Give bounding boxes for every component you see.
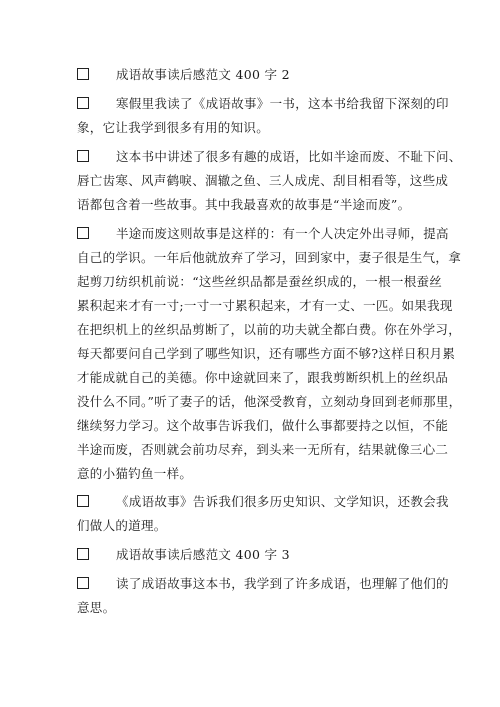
line-text: 半途而废，否则就会前功尽弃，到头来一无所有，结果就像三心二 bbox=[77, 442, 449, 457]
paragraph-2-line-1 bbox=[77, 149, 462, 165]
line-text: 继续努力学习。这个故事告诉我们，做什么事都要持之以恒，不能 bbox=[77, 418, 449, 433]
line-text: 唇亡齿寒、风声鹤唳、涸辙之鱼、三人成虎、刮目相看等，这些成 bbox=[77, 173, 449, 188]
heading-essay-2 bbox=[77, 67, 290, 83]
paragraph-1-line-1 bbox=[77, 96, 449, 112]
checkbox-glyph bbox=[77, 227, 89, 239]
paragraph-4-line-2 bbox=[77, 518, 167, 534]
paragraph-3-line-5 bbox=[77, 322, 461, 338]
paragraph-1-line-2 bbox=[77, 120, 269, 136]
paragraph-3-line-9 bbox=[77, 418, 448, 434]
line-text: 语都包含着一些故事。其中我最喜欢的故事是“半途而废”。 bbox=[77, 197, 411, 212]
paragraph-5-line-2 bbox=[77, 600, 115, 616]
paragraph-3-line-1 bbox=[77, 226, 449, 242]
paragraph-3-line-6 bbox=[77, 346, 455, 362]
paragraph-3-line-11 bbox=[77, 466, 192, 482]
checkbox-glyph bbox=[77, 68, 89, 80]
line-text: 自己的学识。一年后他就放弃了学习，回到家中，妻子很是生气，拿 bbox=[77, 250, 462, 265]
checkbox-glyph bbox=[77, 150, 89, 162]
line-text: 意的小猫钓鱼一样。 bbox=[77, 466, 193, 481]
paragraph-3-line-2 bbox=[77, 250, 461, 266]
line-text: 起剪刀纺织机前说：“这些丝织品都是蚕丝织成的，一根一根蚕丝 bbox=[77, 274, 443, 289]
paragraph-5-line-1 bbox=[77, 576, 449, 592]
paragraph-3-line-3 bbox=[77, 274, 442, 290]
line-text: 寒假里我读了《成语故事》一书，这本书给我留下深刻的印 bbox=[116, 96, 449, 111]
line-text: 成语故事读后感范文 400 字 3 bbox=[116, 547, 290, 562]
paragraph-2-line-3 bbox=[77, 197, 410, 213]
checkbox-glyph bbox=[77, 548, 89, 560]
checkbox-glyph bbox=[77, 495, 89, 507]
paragraph-3-line-4 bbox=[77, 298, 453, 314]
line-text: 这本书中讲述了很多有趣的成语，比如半途而废、不耻下问、 bbox=[116, 149, 462, 164]
line-text: 们做人的道理。 bbox=[77, 518, 167, 533]
heading-essay-3 bbox=[77, 547, 290, 563]
checkbox-glyph bbox=[77, 97, 89, 109]
line-text: 象，它让我学到很多有用的知识。 bbox=[77, 120, 270, 135]
paragraph-3-line-7 bbox=[77, 370, 448, 386]
checkbox-glyph bbox=[77, 577, 89, 589]
paragraph-2-line-2 bbox=[77, 173, 448, 189]
line-text: 成语故事读后感范文 400 字 2 bbox=[116, 67, 290, 82]
paragraph-3-line-10 bbox=[77, 442, 448, 458]
paragraph-3-line-8 bbox=[77, 394, 461, 410]
line-text: 读了成语故事这本书，我学到了许多成语，也理解了他们的 bbox=[116, 576, 449, 591]
line-text: 《成语故事》告诉我们很多历史知识、文学知识，还教会我 bbox=[116, 494, 449, 509]
line-text: 才能成就自己的美德。你中途就回来了，跟我剪断织机上的丝织品 bbox=[77, 370, 449, 385]
paragraph-4-line-1 bbox=[77, 494, 449, 510]
line-text: 没什么不同。”听了妻子的话，他深受教育，立刻动身回到老师那里， bbox=[77, 394, 462, 409]
line-text: 半途而废这则故事是这样的：有一个人决定外出寻师，提高 bbox=[116, 226, 449, 241]
line-text: 在把织机上的丝织品剪断了，以前的功夫就全都白费。你在外学习， bbox=[77, 322, 462, 337]
line-text: 意思。 bbox=[77, 600, 116, 615]
line-text: 累积起来才有一寸;一寸一寸累积起来，才有一丈、一匹。如果我现 bbox=[77, 298, 453, 313]
line-text: 每天都要问自己学到了哪些知识，还有哪些方面不够?这样日积月累 bbox=[77, 346, 456, 361]
